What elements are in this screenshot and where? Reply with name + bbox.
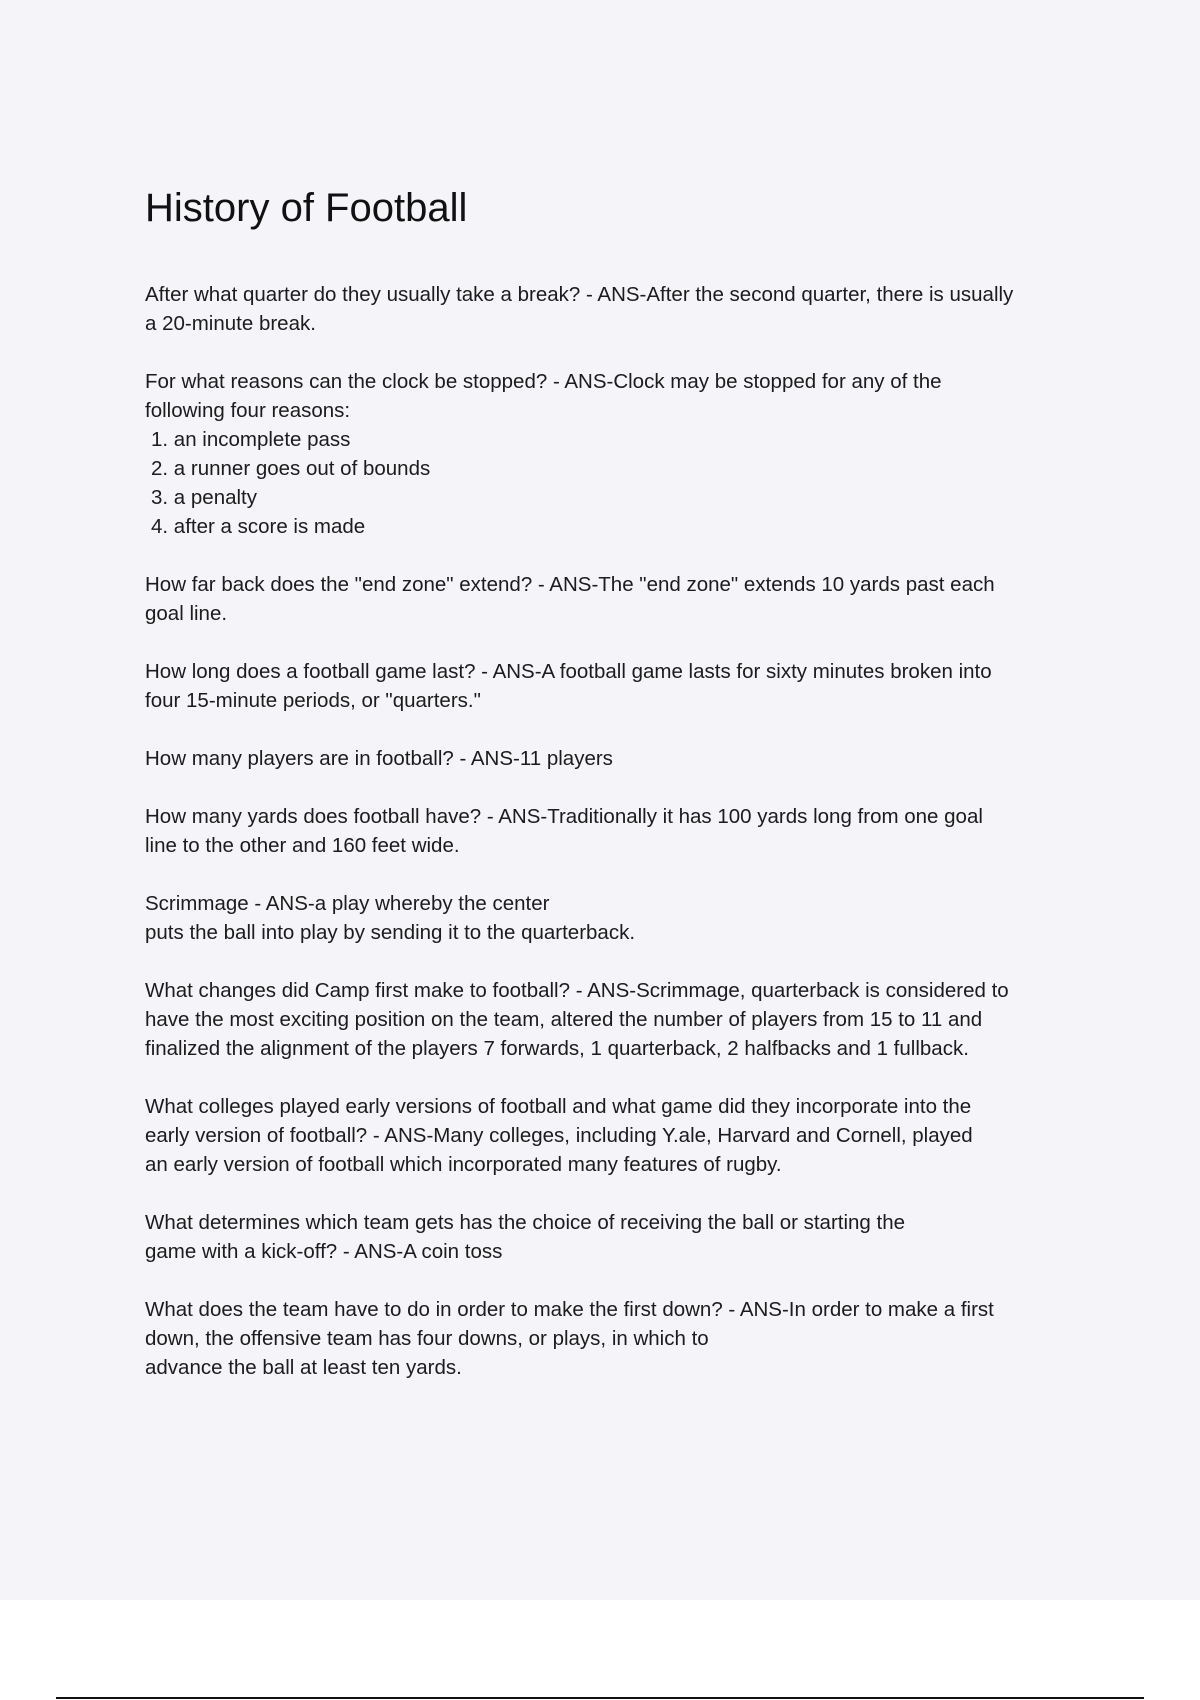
qa-entry: [145, 889, 1095, 947]
qa-text-line: What colleges played early versions of football and what game did they incorporate into the: [145, 1095, 972, 1118]
qa-text-line: game with a kick-off? - ANS-A coin toss: [145, 1240, 503, 1263]
qa-text-line: an early version of football which incorporated many features of rugby.: [145, 1153, 782, 1176]
qa-entry: [145, 570, 1095, 628]
document-title: History of Football: [145, 186, 468, 230]
qa-entries-list: [145, 280, 1095, 1382]
qa-text-line: How far back does the "end zone" extend? - ANS-The "end zone" extends 10 yards past each: [145, 573, 995, 596]
qa-text-line: four 15-minute periods, or "quarters.": [145, 689, 481, 712]
document-content: [145, 182, 1095, 1411]
qa-text-line: advance the ball at least ten yards.: [145, 1356, 462, 1379]
qa-entry: [145, 802, 1095, 860]
qa-text-line: How many players are in football? - ANS-11 players: [145, 747, 613, 770]
qa-text-line: What determines which team gets has the choice of receiving the ball or starting the: [145, 1211, 906, 1234]
footer-divider: [56, 1697, 1144, 1699]
qa-text-line: Scrimmage - ANS-a play whereby the center: [145, 892, 550, 915]
qa-text-line: following four reasons:: [145, 399, 351, 422]
qa-text-line: For what reasons can the clock be stopped? - ANS-Clock may be stopped for any of the: [145, 370, 942, 393]
qa-text-line: goal line.: [145, 602, 228, 625]
qa-text-line: After what quarter do they usually take a break? - ANS-After the second quarter, there is usually: [145, 283, 1014, 306]
qa-entry: [145, 1208, 1095, 1266]
qa-text-line: How long does a football game last? - ANS-A football game lasts for sixty minutes broken into: [145, 660, 992, 683]
qa-entry: [145, 976, 1095, 1063]
qa-entry: [145, 280, 1095, 338]
qa-text-line: early version of football? - ANS-Many colleges, including Y.ale, Harvard and Cornell, played: [145, 1124, 973, 1147]
numbered-list-item: 1. an incomplete pass: [151, 428, 351, 451]
qa-text-line: line to the other and 160 feet wide.: [145, 834, 460, 857]
qa-text-line: How many yards does football have? - ANS-Traditionally it has 100 yards long from one goal: [145, 805, 983, 828]
qa-text-line: What does the team have to do in order to make the first down? - ANS-In order to make a first: [145, 1298, 994, 1321]
qa-text-line: a 20-minute break.: [145, 312, 316, 335]
numbered-list-item: 2. a runner goes out of bounds: [151, 457, 431, 480]
qa-entry: [145, 657, 1095, 715]
qa-text-line: have the most exciting position on the team, altered the number of players from 15 to 11 and: [145, 1008, 983, 1031]
qa-text-line: down, the offensive team has four downs, or plays, in which to: [145, 1327, 709, 1350]
qa-text-line: finalized the alignment of the players 7 forwards, 1 quarterback, 2 halfbacks and 1 fullback.: [145, 1037, 969, 1060]
numbered-list-item: 4. after a score is made: [151, 515, 366, 538]
qa-entry: [145, 367, 1095, 541]
qa-text-line: puts the ball into play by sending it to the quarterback.: [145, 921, 636, 944]
numbered-list-item: 3. a penalty: [151, 486, 257, 509]
qa-entry: [145, 744, 1095, 773]
qa-entry: [145, 1092, 1095, 1179]
qa-text-line: What changes did Camp first make to football? - ANS-Scrimmage, quarterback is considered to: [145, 979, 1009, 1002]
qa-entry: [145, 1295, 1095, 1382]
